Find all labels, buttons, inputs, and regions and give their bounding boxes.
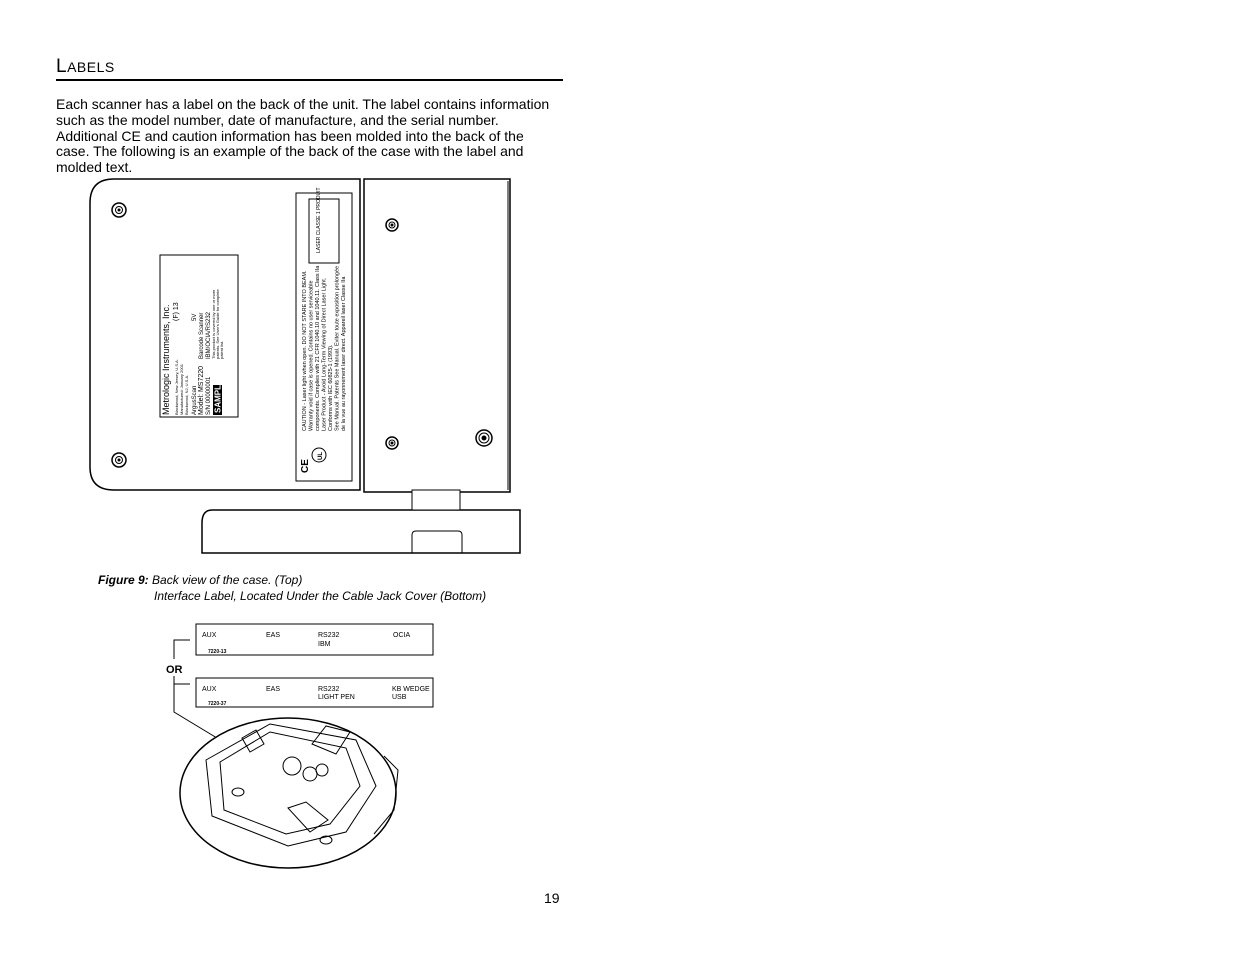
case-back-figure [86,177,526,557]
svg-text:5V: 5V [192,313,198,321]
page-number: 19 [544,890,560,906]
svg-text:KB WEDGE: KB WEDGE [392,686,430,693]
svg-text:EAS: EAS [266,686,281,693]
svg-text:Model: MS7220: Model: MS7220 [198,365,205,415]
svg-text:Laser Product - Avoid Long-Ter: Laser Product - Avoid Long-Term Viewing of Direct Laser Light. [321,277,328,431]
svg-text:CAUTION - Laser light when ope: CAUTION - Laser light when open. DO NOT STARE INTO BEAM. [302,270,308,431]
svg-text:USB: USB [392,694,407,701]
svg-text:patent list.: patent list. [219,340,224,359]
product-label [160,255,238,417]
svg-text:Metrologic Instruments, Inc.: Metrologic Instruments, Inc. [161,304,171,415]
interface-label-1 [196,624,433,655]
svg-text:IBM: IBM [318,641,331,648]
svg-text:CE: CE [300,459,311,473]
svg-text:S/N 00000001: S/N 00000001 [206,376,212,415]
svg-text:ArgusScan: ArgusScan [192,385,198,415]
svg-text:components. Complies with 21: components. Complies with 21 CFR 1040.10 and 1040.11. Class IIa [315,265,321,431]
svg-text:Blackwood, NJ, U.S.A.: Blackwood, NJ, U.S.A. [184,374,189,415]
svg-text:7220-37: 7220-37 [208,701,227,707]
svg-text:(F) 13: (F) 13 [173,302,180,321]
interface-label-figure [160,620,440,872]
figure-caption: Figure 9: Back view of the case. (Top) Interface Label, Located Under the Cable Jack Cover (Bottom) [98,573,487,603]
svg-text:Barcode Scanner: Barcode Scanner [199,312,205,359]
svg-text:RS232: RS232 [318,686,340,693]
svg-text:7220-13: 7220-13 [208,649,227,655]
title-rule [56,79,563,81]
svg-text:AUX: AUX [202,686,217,693]
svg-text:This product is covered by one: This product is covered by one or more [211,289,216,359]
svg-text:de la vue au rayonnement laser: de la vue au rayonnement laser direct. Appareil laser Classe IIa [341,276,347,431]
svg-text:Manufactured: January 2001: Manufactured: January 2001 [179,364,184,415]
svg-text:Warranty void if case is opene: Warranty void if case is opened. Contains no user serviceable [308,280,315,431]
svg-text:See Manual. Patents See Manua: See Manual. Patents See Manual. Eviter toute exposition prolongée [334,265,341,431]
svg-text:IBM/OCIA/RS232: IBM/OCIA/RS232 [206,311,212,359]
svg-text:UL: UL [318,452,324,460]
svg-text:OCIA: OCIA [393,632,411,639]
svg-text:Blackwood, New Jersey, U.S.A.: Blackwood, New Jersey, U.S.A. [174,359,179,415]
svg-text:AUX: AUX [202,632,217,639]
svg-text:patents. See User's Guide for: patents. See User's Guide for complete [215,289,220,359]
caution-panel [296,187,352,481]
svg-text:SAMPLE: SAMPLE [213,379,223,413]
svg-text:OR: OR [166,664,183,676]
svg-text:RS232: RS232 [318,632,340,639]
svg-text:Conforms with IEC 60825-1 (199: Conforms with IEC 60825-1 (1993). [328,344,334,431]
section-title: LABELS [56,56,115,77]
svg-text:EAS: EAS [266,632,281,639]
svg-text:LASER CLASSE 1 PRODUIT: LASER CLASSE 1 PRODUIT [316,187,322,253]
body-paragraph: Each scanner has a label on the back of the unit. The label contains information such as the model number, date of manufacture, and the serial number. Additional CE and caution information has been molded into the back of the case. The following is an example of the back of the case with the label and molded text. [56,96,550,176]
svg-text:LIGHT PEN: LIGHT PEN [318,694,355,701]
interface-label-2 [196,678,433,707]
